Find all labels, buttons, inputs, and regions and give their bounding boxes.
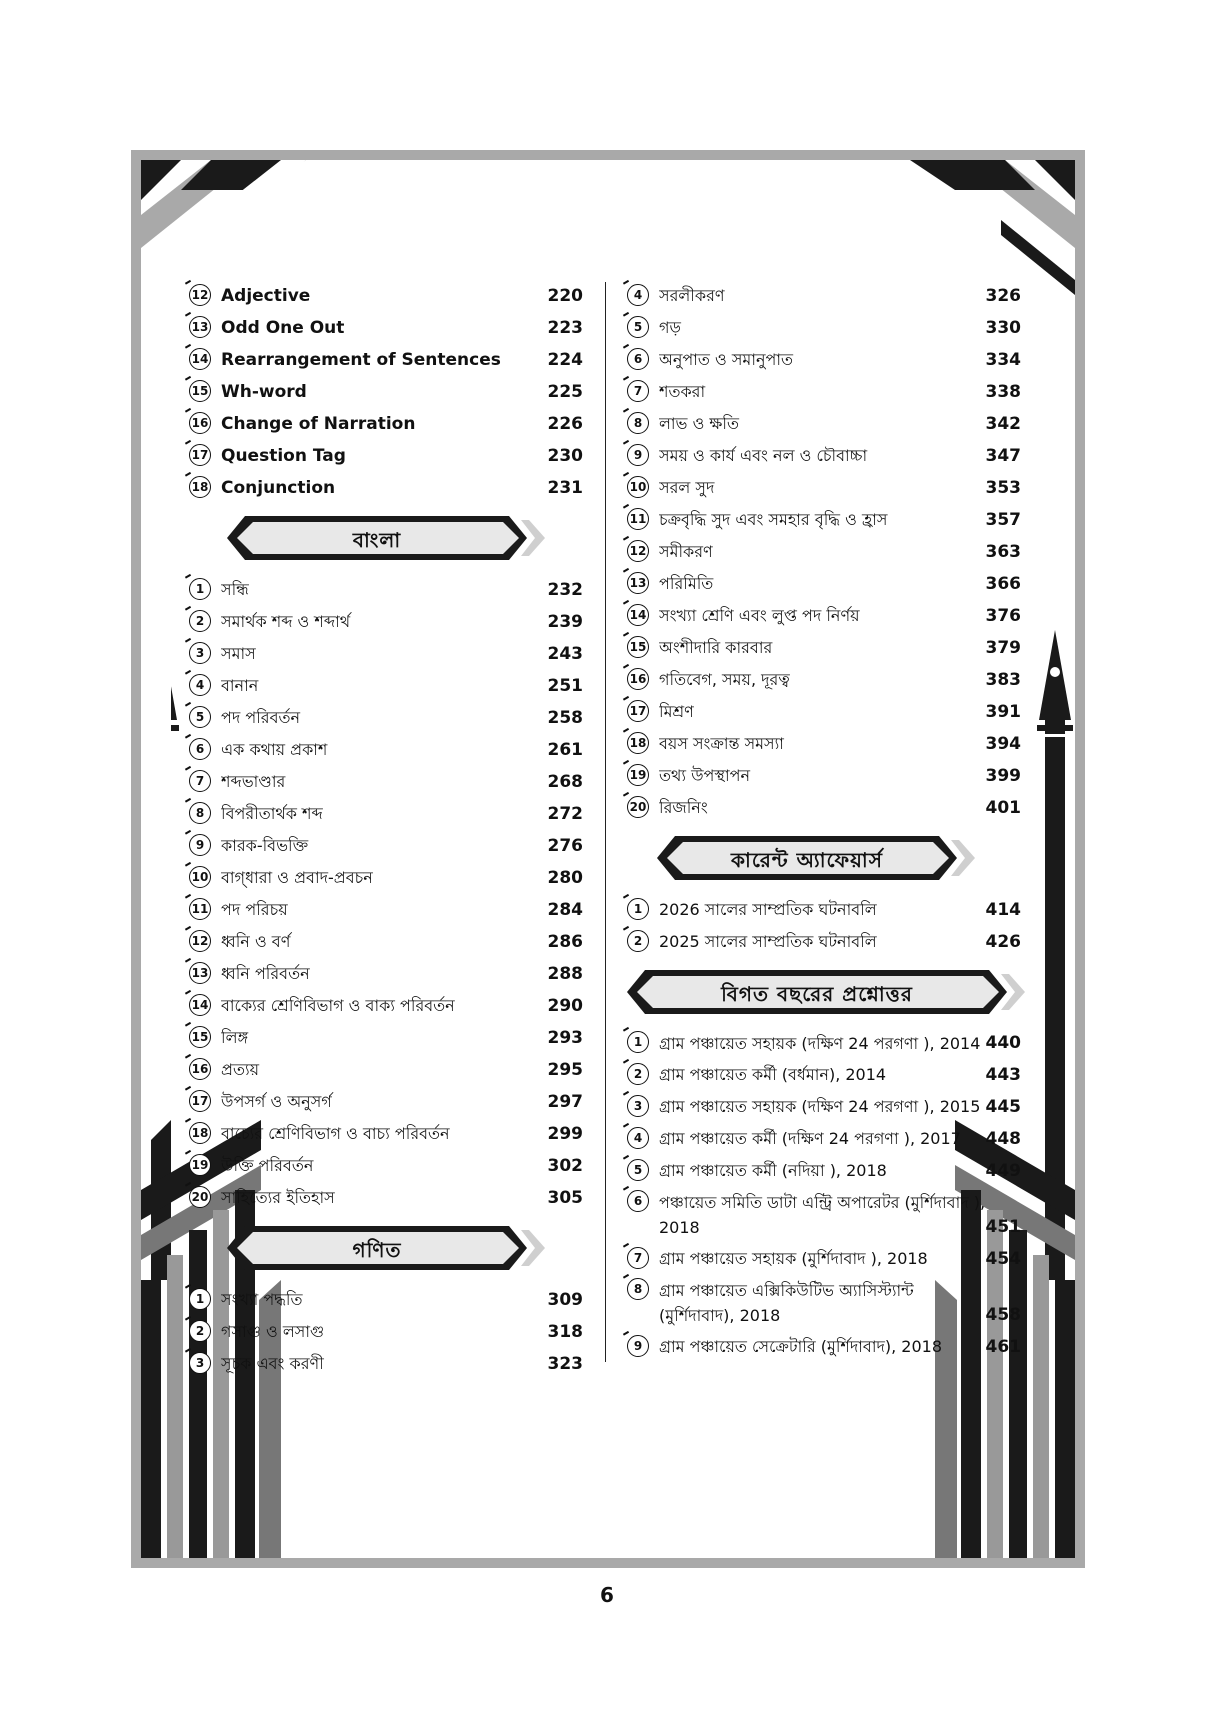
- entry-number-badge: 5: [627, 316, 653, 340]
- entry-number-badge: 10: [627, 476, 653, 500]
- toc-entry: [627, 280, 1021, 312]
- toc-entry: [627, 344, 1021, 376]
- entry-number-badge: 4: [189, 674, 215, 698]
- entry-number-badge: 3: [189, 1352, 215, 1376]
- math-section-banner: [227, 1222, 527, 1278]
- entry-title: বয়স সংক্রান্ত সমস্যা: [659, 733, 784, 753]
- entry-number-badge: 1: [627, 1031, 653, 1055]
- entry-title: গ্রাম পঞ্চায়েত এক্সিকিউটিভ অ্যাসিস্ট্যান্ট (মুর্শিদাবাদ), 2018: [659, 1281, 914, 1325]
- entry-title: অংশীদারি কারবার: [659, 637, 773, 657]
- toc-entry: [189, 702, 583, 734]
- entry-title: সংখ্যা শ্রেণি এবং লুপ্ত পদ নির্ণয়: [659, 605, 860, 625]
- section-heading: গণিত: [352, 1238, 402, 1262]
- entry-title: গতিবেগ, সময়, দূরত্ব: [659, 669, 790, 689]
- entry-title: সূচক এবং করণী: [221, 1353, 324, 1373]
- entry-page: 445: [985, 1097, 1021, 1117]
- entry-page: 347: [985, 446, 1021, 466]
- entry-number-badge: 3: [189, 642, 215, 666]
- entry-number-badge: 13: [627, 572, 653, 596]
- entry-title: লিঙ্গ: [221, 1027, 249, 1047]
- entry-page: 379: [985, 638, 1021, 658]
- previous-years-banner: [627, 966, 1007, 1022]
- entry-number-badge: 15: [627, 636, 653, 660]
- entry-number-badge: 8: [627, 412, 653, 436]
- column-divider: [605, 282, 606, 1362]
- toc-entry: [189, 958, 583, 990]
- toc-entry: [627, 440, 1021, 472]
- entry-page: 295: [547, 1060, 583, 1080]
- toc-entry: [189, 1086, 583, 1118]
- entry-page: 223: [547, 318, 583, 338]
- entry-page: 383: [985, 670, 1021, 690]
- toc-entry: [627, 632, 1021, 664]
- entry-number-badge: 18: [189, 1122, 215, 1146]
- entry-title: সংখ্যা পদ্ধতি: [221, 1289, 303, 1309]
- toc-entry: [627, 600, 1021, 632]
- entry-title: বিপরীতার্থক শব্দ: [221, 803, 323, 823]
- toc-entry: [189, 606, 583, 638]
- entry-title: এক কথায় প্রকাশ: [221, 739, 328, 759]
- entry-number-badge: 12: [189, 930, 215, 954]
- toc-entry: [627, 760, 1021, 792]
- entry-title: গ্রাম পঞ্চায়েত সহায়ক (দক্ষিণ 24 পরগণা ), 2014: [659, 1034, 981, 1053]
- entry-title: সমীকরণ: [659, 541, 713, 561]
- entry-title: তথ্য উপস্থাপন: [659, 765, 751, 785]
- entry-page: 293: [547, 1028, 583, 1048]
- entry-title: বাক্যের শ্রেণিবিভাগ ও বাক্য পরিবর্তন: [221, 995, 455, 1015]
- entry-page: 284: [547, 900, 583, 920]
- toc-entry: [627, 664, 1021, 696]
- entry-number-badge: 10: [189, 866, 215, 890]
- toc-entry: [627, 376, 1021, 408]
- toc-entry: [627, 1123, 1021, 1155]
- entry-page: 342: [985, 414, 1021, 434]
- toc-entry: [627, 408, 1021, 440]
- entry-title: শতকরা: [659, 381, 706, 401]
- entry-page: 443: [985, 1065, 1021, 1085]
- entry-page: 326: [985, 286, 1021, 306]
- entry-page: 309: [547, 1290, 583, 1310]
- entry-number-badge: 2: [627, 1063, 653, 1087]
- toc-entry: [189, 670, 583, 702]
- toc-entry: [627, 568, 1021, 600]
- entry-page: 261: [547, 740, 583, 760]
- entry-page: 451: [985, 1217, 1021, 1237]
- entry-title: সন্ধি: [221, 579, 249, 599]
- entry-title: বানান: [221, 675, 259, 695]
- entry-number-badge: 7: [189, 770, 215, 794]
- entry-page: 280: [547, 868, 583, 888]
- entry-page: 231: [547, 478, 583, 498]
- toc-entry: [189, 1284, 583, 1316]
- toc-entry: [627, 728, 1021, 760]
- entry-number-badge: 17: [189, 1090, 215, 1114]
- entry-title: সাহিত্যের ইতিহাস: [221, 1187, 335, 1207]
- entry-number-badge: 4: [627, 284, 653, 308]
- entry-number-badge: 7: [627, 1247, 653, 1271]
- entry-page: 353: [985, 478, 1021, 498]
- entry-number-badge: 2: [189, 610, 215, 634]
- entry-page: 458: [985, 1305, 1021, 1325]
- entry-page: 239: [547, 612, 583, 632]
- entry-number-badge: 4: [627, 1127, 653, 1151]
- toc-entry: [189, 376, 583, 408]
- entry-page: 258: [547, 708, 583, 728]
- toc-entry: [189, 926, 583, 958]
- entry-number-badge: 15: [189, 380, 215, 404]
- entry-number-badge: 13: [189, 962, 215, 986]
- entry-number-badge: 3: [627, 1095, 653, 1119]
- entry-page: 251: [547, 676, 583, 696]
- toc-entry: [627, 536, 1021, 568]
- entry-title: সমাস: [221, 643, 256, 663]
- entry-title: সরলীকরণ: [659, 285, 725, 305]
- toc-entry: [189, 1182, 583, 1214]
- entry-number-badge: 1: [189, 1288, 215, 1312]
- entry-number-badge: 19: [627, 764, 653, 788]
- entry-title: 2026 সালের সাম্প্রতিক ঘটনাবলি: [659, 899, 877, 919]
- entry-title: গ্রাম পঞ্চায়েত সেক্রেটারি (মুর্শিদাবাদ), 2018: [659, 1336, 943, 1356]
- entry-page: 366: [985, 574, 1021, 594]
- entry-page: 305: [547, 1188, 583, 1208]
- entry-title: উপসর্গ ও অনুসর্গ: [221, 1091, 332, 1111]
- bangla-section-banner: [227, 512, 527, 568]
- entry-number-badge: 16: [627, 668, 653, 692]
- toc-entry: [627, 926, 1021, 958]
- entry-page: 297: [547, 1092, 583, 1112]
- toc-entry: [189, 990, 583, 1022]
- toc-entry: [189, 862, 583, 894]
- entry-title: Rearrangement of Sentences: [221, 350, 501, 370]
- entry-number-badge: 12: [189, 284, 215, 308]
- toc-entry: [627, 1091, 1021, 1123]
- entry-title: ধ্বনি ও বর্ণ: [221, 931, 291, 951]
- entry-title: গ্রাম পঞ্চায়েত সহায়ক (দক্ষিণ 24 পরগণা ), 2015: [659, 1096, 981, 1116]
- entry-number-badge: 2: [627, 930, 653, 954]
- toc-entry: [189, 440, 583, 472]
- entry-page: 268: [547, 772, 583, 792]
- entry-page: 330: [985, 318, 1021, 338]
- entry-page: 224: [547, 350, 583, 370]
- entry-page: 226: [547, 414, 583, 434]
- entry-number-badge: 17: [627, 700, 653, 724]
- toc-entry: [189, 344, 583, 376]
- toc-left-column: [189, 280, 583, 1380]
- entry-page: 299: [547, 1124, 583, 1144]
- entry-number-badge: 6: [627, 348, 653, 372]
- entry-number-badge: 8: [627, 1278, 653, 1302]
- entry-page: 286: [547, 932, 583, 952]
- toc-entry: [627, 894, 1021, 926]
- toc-entry: [627, 504, 1021, 536]
- toc-entry: [189, 1150, 583, 1182]
- entry-number-badge: 18: [189, 476, 215, 500]
- toc-entry: [189, 830, 583, 862]
- entry-page: 232: [547, 580, 583, 600]
- entry-title: কারক-বিভক্তি: [221, 835, 309, 855]
- entry-page: 302: [547, 1156, 583, 1176]
- entry-page: 448: [985, 1129, 1021, 1149]
- entry-page: 272: [547, 804, 583, 824]
- toc-entry: [189, 312, 583, 344]
- entry-page: 290: [547, 996, 583, 1016]
- entry-title: সমার্থক শব্দ ও শব্দার্থ: [221, 611, 351, 631]
- toc-entry: [627, 696, 1021, 728]
- toc-entry: [189, 1118, 583, 1150]
- entry-page: 276: [547, 836, 583, 856]
- entry-page: 220: [547, 286, 583, 306]
- toc-entry: [627, 1028, 1021, 1059]
- entry-number-badge: 13: [189, 316, 215, 340]
- entry-title: অনুপাত ও সমানুপাত: [659, 349, 794, 369]
- page-content: [141, 160, 1075, 1558]
- entry-number-badge: 5: [189, 706, 215, 730]
- toc-entry: [189, 574, 583, 606]
- entry-title: গড়: [659, 317, 681, 337]
- toc-entry: [189, 894, 583, 926]
- toc-entry: [189, 472, 583, 504]
- entry-number-badge: 14: [627, 604, 653, 628]
- toc-entry: [189, 766, 583, 798]
- entry-title: বাচ্যের শ্রেণিবিভাগ ও বাচ্য পরিবর্তন: [221, 1123, 450, 1143]
- page-frame: [131, 150, 1085, 1568]
- entry-title: পরিমিতি: [659, 573, 714, 593]
- entry-title: বাগ্‌ধারা ও প্রবাদ-প্রবচন: [221, 867, 373, 887]
- entry-title: Wh-word: [221, 382, 307, 402]
- toc-entry: [627, 1187, 1021, 1243]
- entry-title: পদ পরিচয়: [221, 899, 288, 919]
- section-heading: কারেন্ট অ্যাফেয়ার্স: [731, 848, 883, 872]
- section-heading: বিগত বছরের প্রশ্নোত্তর: [721, 982, 913, 1006]
- entry-number-badge: 5: [627, 1159, 653, 1183]
- entry-title: Odd One Out: [221, 318, 345, 338]
- current-affairs-banner: [657, 832, 957, 888]
- entry-page: 225: [547, 382, 583, 402]
- entry-number-badge: 15: [189, 1026, 215, 1050]
- toc-entry: [627, 1155, 1021, 1187]
- entry-number-badge: 20: [189, 1186, 215, 1210]
- toc-entry: [627, 1275, 1021, 1331]
- entry-title: গ্রাম পঞ্চায়েত কর্মী (দক্ষিণ 24 পরগণা ), 2017: [659, 1128, 961, 1148]
- entry-title: গ্রাম পঞ্চায়েত কর্মী (নদিয়া ), 2018: [659, 1160, 887, 1180]
- entry-number-badge: 9: [189, 834, 215, 858]
- entry-page: 449: [985, 1161, 1021, 1181]
- toc-entry: [189, 798, 583, 830]
- entry-title: Question Tag: [221, 446, 346, 466]
- entry-page: 376: [985, 606, 1021, 626]
- entry-title: Adjective: [221, 286, 311, 306]
- entry-number-badge: 17: [189, 444, 215, 468]
- entry-number-badge: 16: [189, 1058, 215, 1082]
- entry-title: লাভ ও ক্ষতি: [659, 413, 739, 433]
- entry-title: পদ পরিবর্তন: [221, 707, 301, 727]
- toc-entry: [627, 1243, 1021, 1275]
- toc-entry: [189, 734, 583, 766]
- page-number: 6: [600, 1583, 614, 1607]
- entry-title: রিজনিং: [659, 797, 708, 817]
- entry-title: গ্রাম পঞ্চায়েত কর্মী (বর্ধমান), 2014: [659, 1064, 887, 1084]
- toc-entry: [627, 1331, 1021, 1363]
- entry-number-badge: 19: [189, 1154, 215, 1178]
- entry-title: উক্তি পরিবর্তন: [221, 1155, 314, 1175]
- entry-page: 391: [985, 702, 1021, 722]
- entry-title: Change of Narration: [221, 414, 416, 434]
- entry-title: সময় ও কার্য এবং নল ও চৌবাচ্চা: [659, 445, 868, 465]
- toc-entry: [189, 280, 583, 312]
- entry-page: 334: [985, 350, 1021, 370]
- entry-page: 338: [985, 382, 1021, 402]
- entry-title: 2025 সালের সাম্প্রতিক ঘটনাবলি: [659, 931, 877, 951]
- entry-title: মিশ্রণ: [659, 701, 694, 721]
- entry-number-badge: 11: [189, 898, 215, 922]
- toc-entry: [189, 1348, 583, 1380]
- toc-entry: [189, 1022, 583, 1054]
- toc-entry: [627, 1059, 1021, 1091]
- entry-title: ধ্বনি পরিবর্তন: [221, 963, 310, 983]
- entry-number-badge: 20: [627, 796, 653, 820]
- entry-page: 318: [547, 1322, 583, 1342]
- entry-title: Conjunction: [221, 478, 336, 498]
- entry-page: 461: [985, 1337, 1021, 1357]
- entry-page: 440: [985, 1033, 1021, 1053]
- entry-number-badge: 18: [627, 732, 653, 756]
- toc-entry: [189, 1054, 583, 1086]
- entry-number-badge: 1: [627, 898, 653, 922]
- entry-number-badge: 14: [189, 994, 215, 1018]
- toc-entry: [189, 638, 583, 670]
- entry-number-badge: 16: [189, 412, 215, 436]
- entry-number-badge: 8: [189, 802, 215, 826]
- entry-title: চক্রবৃদ্ধি সুদ এবং সমহার বৃদ্ধি ও হ্রাস: [659, 509, 888, 529]
- toc-entry: [627, 792, 1021, 824]
- toc-entry: [627, 312, 1021, 344]
- entry-number-badge: 9: [627, 444, 653, 468]
- entry-title: পঞ্চায়েত সমিতি ডাটা এন্ট্রি অপারেটর (মুর্শিদাবাদ ), 2018: [659, 1193, 986, 1237]
- entry-number-badge: 2: [189, 1320, 215, 1344]
- entry-number-badge: 7: [627, 380, 653, 404]
- entry-title: গ্রাম পঞ্চায়েত সহায়ক (মুর্শিদাবাদ ), 2018: [659, 1248, 928, 1268]
- toc-entry: [189, 408, 583, 440]
- entry-page: 363: [985, 542, 1021, 562]
- toc-right-column: [627, 280, 1021, 1363]
- entry-number-badge: 14: [189, 348, 215, 372]
- section-heading: বাংলা: [352, 528, 402, 552]
- entry-number-badge: 9: [627, 1335, 653, 1359]
- entry-page: 288: [547, 964, 583, 984]
- entry-title: শব্দভাণ্ডার: [221, 771, 286, 791]
- toc-entry: [189, 1316, 583, 1348]
- entry-number-badge: 12: [627, 540, 653, 564]
- entry-page: 357: [985, 510, 1021, 530]
- entry-title: গসাগু ও লসাগু: [221, 1321, 325, 1341]
- entry-page: 414: [985, 900, 1021, 920]
- entry-page: 426: [985, 932, 1021, 952]
- entry-page: 401: [985, 798, 1021, 818]
- entry-page: 454: [985, 1249, 1021, 1269]
- entry-title: প্রত্যয়: [221, 1059, 260, 1079]
- entry-number-badge: 11: [627, 508, 653, 532]
- entry-page: 323: [547, 1354, 583, 1374]
- entry-page: 399: [985, 766, 1021, 786]
- entry-page: 243: [547, 644, 583, 664]
- entry-number-badge: 6: [627, 1190, 653, 1214]
- toc-entry: [627, 472, 1021, 504]
- entry-page: 394: [985, 734, 1021, 754]
- entry-number-badge: 1: [189, 578, 215, 602]
- entry-page: 230: [547, 446, 583, 466]
- entry-number-badge: 6: [189, 738, 215, 762]
- entry-title: সরল সুদ: [659, 477, 715, 497]
